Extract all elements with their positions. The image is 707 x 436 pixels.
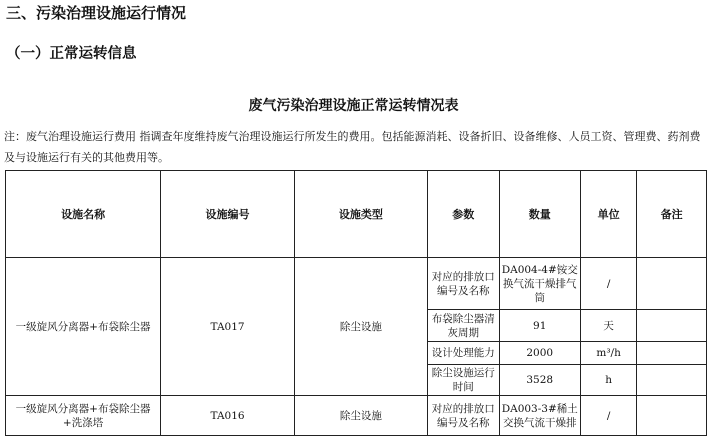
unit-cell: / <box>580 258 637 310</box>
col-header-unit: 单位 <box>580 171 637 258</box>
remark-cell <box>637 258 707 310</box>
table-note: 注：废气治理设施运行费用 指调查年度维持废气治理设施运行所发生的费用。包括能源消耗、设备折旧、设备维修、人员工资、管理费、药剂费及与设施运行有关的其他费用等。 <box>4 130 701 164</box>
unit-cell: / <box>580 396 637 436</box>
subsection-heading: （一）正常运转信息 <box>6 46 137 62</box>
facility-code-cell: TA016 <box>161 396 295 436</box>
param-cell: 对应的排放口编号及名称 <box>427 258 499 310</box>
table-row <box>6 258 707 310</box>
value-cell: 2000 <box>499 342 580 365</box>
table-title: 废气污染治理设施正常运转情况表 <box>248 98 459 114</box>
remark-cell <box>637 342 707 365</box>
param-cell: 除尘设施运行时间 <box>427 365 499 396</box>
section-heading: 三、污染治理设施运行情况 <box>6 4 187 22</box>
table-header-row <box>6 171 707 258</box>
col-header-remark: 备注 <box>637 171 707 258</box>
value-cell: DA004-4#铵交换气流干燥排气筒 <box>499 258 580 310</box>
remark-cell <box>637 396 707 436</box>
param-cell: 布袋除尘器清灰周期 <box>427 310 499 342</box>
facility-table <box>5 170 707 436</box>
param-cell: 对应的排放口编号及名称 <box>427 396 499 436</box>
facility-name-cell: 一级旋风分离器+布袋除尘器+洗涤塔 <box>6 396 161 436</box>
facility-type-cell: 除尘设施 <box>294 258 427 396</box>
unit-cell: h <box>580 365 637 396</box>
value-cell: DA003-3#稀土交换气流干燥排 <box>499 396 580 436</box>
unit-cell: 天 <box>580 310 637 342</box>
col-header-code: 设施编号 <box>161 171 295 258</box>
table-row <box>6 396 707 436</box>
value-cell: 91 <box>499 310 580 342</box>
param-cell: 设计处理能力 <box>427 342 499 365</box>
col-header-type: 设施类型 <box>294 171 427 258</box>
col-header-name: 设施名称 <box>6 171 161 258</box>
col-header-value: 数量 <box>499 171 580 258</box>
col-header-param: 参数 <box>427 171 499 258</box>
facility-code-cell: TA017 <box>161 258 295 396</box>
facility-name-cell: 一级旋风分离器+布袋除尘器 <box>6 258 161 396</box>
remark-cell <box>637 310 707 342</box>
facility-type-cell: 除尘设施 <box>294 396 427 436</box>
unit-cell: m³/h <box>580 342 637 365</box>
value-cell: 3528 <box>499 365 580 396</box>
remark-cell <box>637 365 707 396</box>
